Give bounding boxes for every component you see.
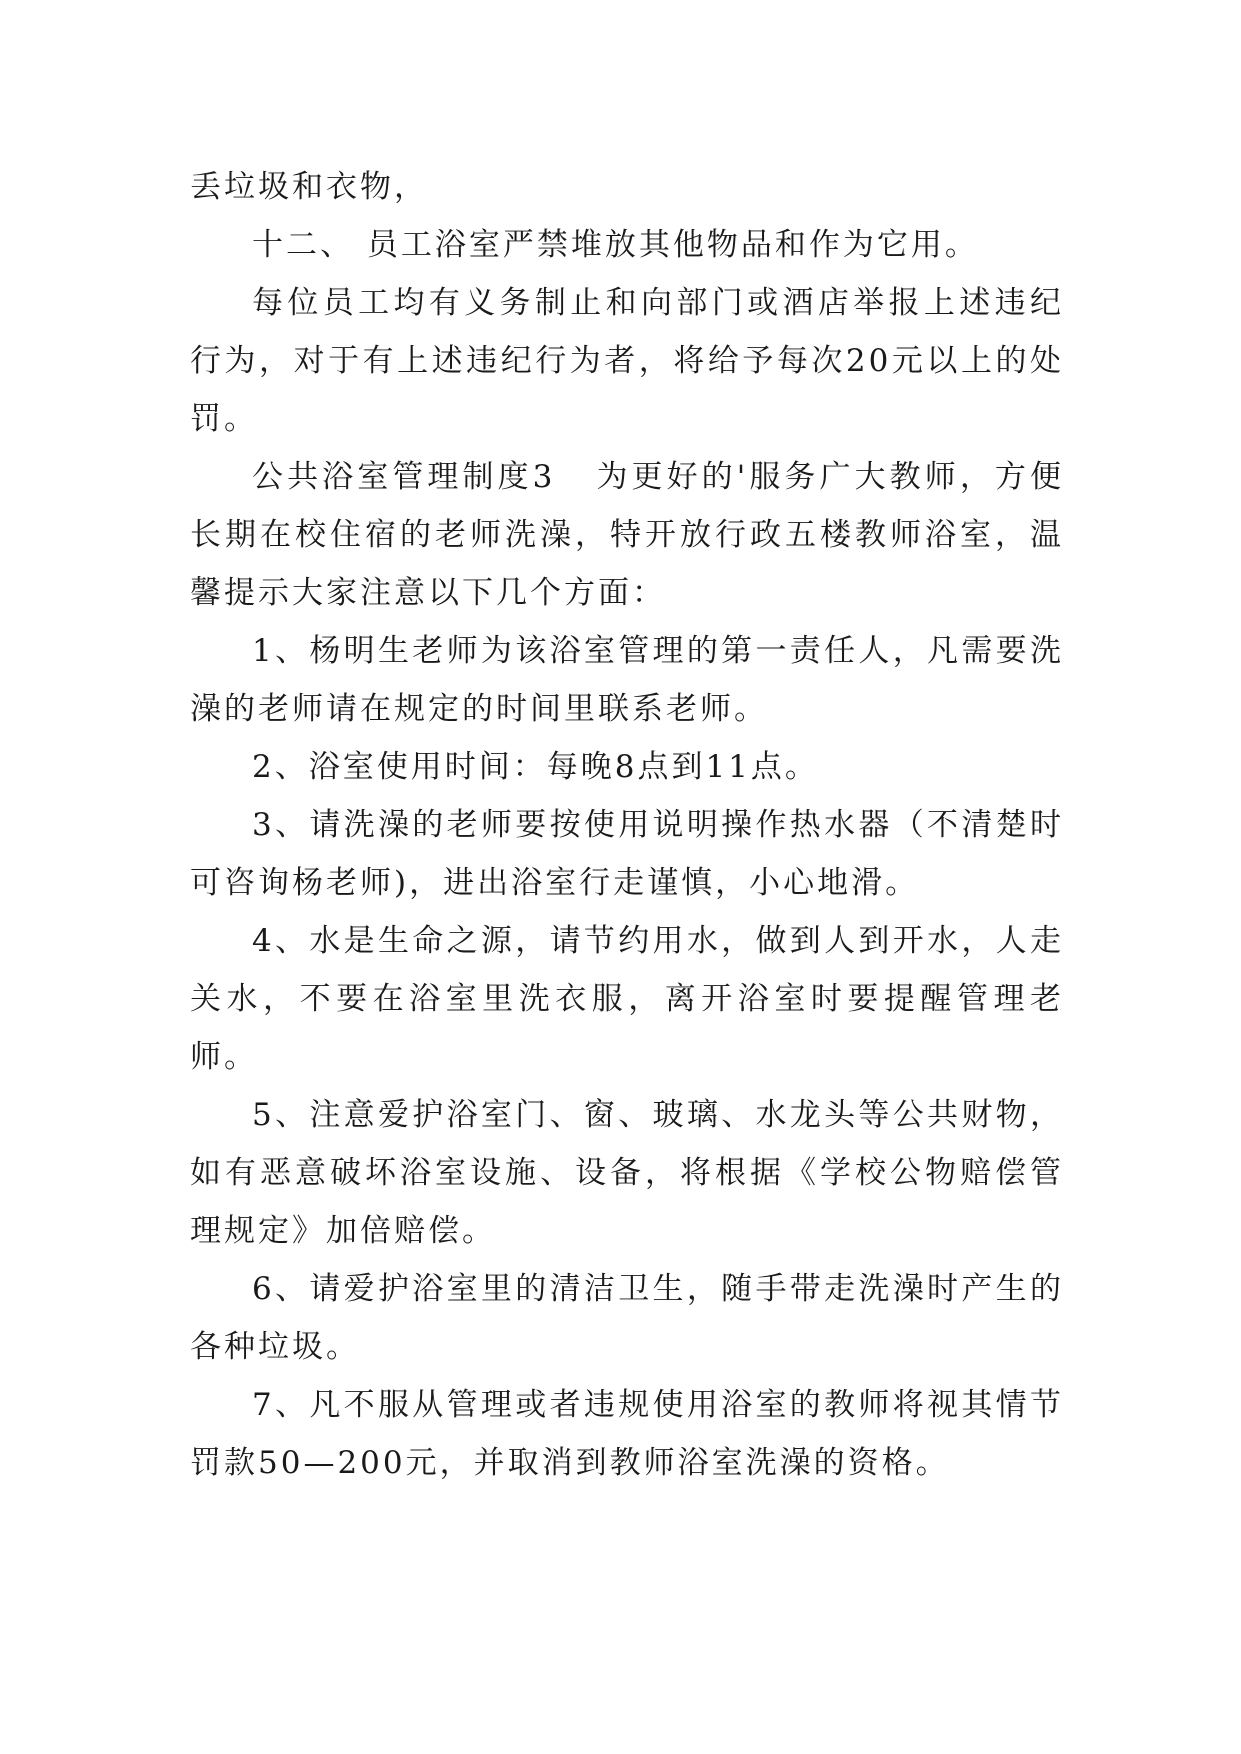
document-body (190, 158, 1064, 1492)
intro-text: 为更好的'服务广大教师，方便长期在校住宿的老师洗澡，特开放行政五楼教师浴室，温馨提示大家注意以下几个方面： (190, 459, 1064, 611)
paragraph-item-3: 3、请洗澡的老师要按使用说明操作热水器（不清楚时可咨询杨老师)，进出浴室行走谨慎，小心地滑。 (190, 807, 1064, 901)
paragraph-rule-12: 十二、 员工浴室严禁堆放其他物品和作为它用。 (252, 227, 979, 263)
paragraph-item-6: 6、请爱护浴室里的清洁卫生，随手带走洗澡时产生的各种垃圾。 (190, 1271, 1064, 1365)
paragraph-item-7: 7、凡不服从管理或者违规使用浴室的教师将视其情节罚款50—200元，并取消到教师浴室洗澡的资格。 (190, 1387, 1064, 1481)
paragraph-continuation: 丢垃圾和衣物， (190, 169, 428, 205)
paragraph-intro (190, 448, 1064, 622)
section-title: 公共浴室管理制度3 (252, 459, 556, 495)
paragraph-item-2: 2、浴室使用时间：每晚8点到11点。 (252, 749, 819, 785)
paragraph-item-1: 1、杨明生老师为该浴室管理的第一责任人，凡需要洗澡的老师请在规定的时间里联系老师。 (190, 633, 1064, 727)
paragraph-duty-notice: 每位员工均有义务制止和向部门或酒店举报上述违纪行为，对于有上述违纪行为者，将给予每次20元以上的处罚。 (190, 285, 1064, 437)
paragraph-item-5: 5、注意爱护浴室门、窗、玻璃、水龙头等公共财物，如有恶意破坏浴室设施、设备，将根据《学校公物赔偿管理规定》加倍赔偿。 (190, 1097, 1064, 1249)
paragraph-item-4: 4、水是生命之源，请节约用水，做到人到开水，人走关水，不要在浴室里洗衣服，离开浴室时要提醒管理老师。 (190, 923, 1064, 1075)
